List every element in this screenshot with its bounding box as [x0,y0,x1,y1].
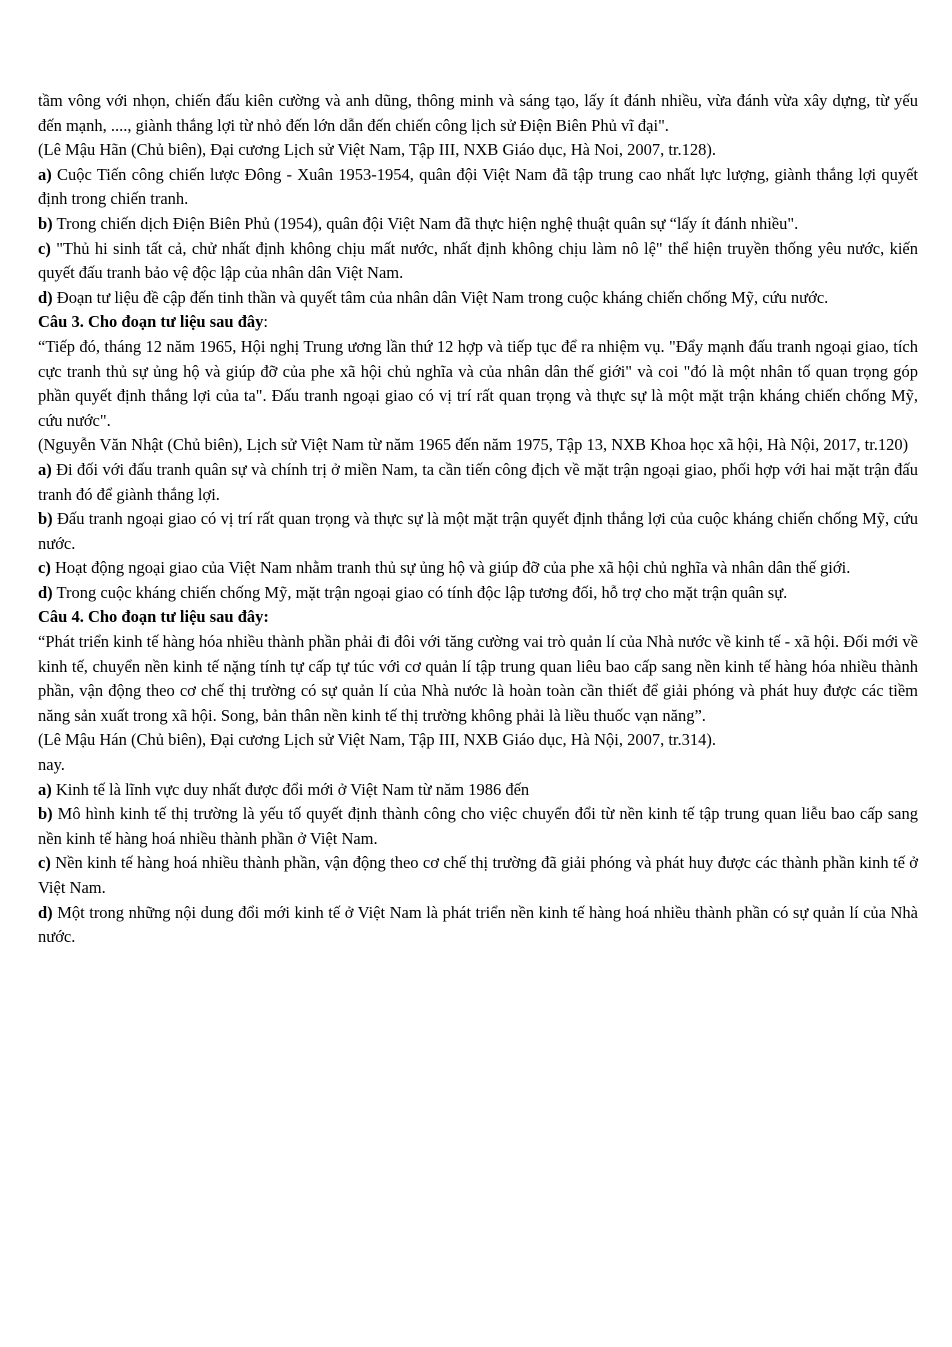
option-label: b) [38,804,53,824]
option-label: b) [38,509,53,529]
question-3-option-b [38,507,918,556]
question-3-title: Câu 3. Cho đoạn tư liệu sau đây [38,312,264,332]
option-text: Đoạn tư liệu đề cập đến tinh thần và quyết tâm của nhân dân Việt Nam trong cuộc kháng chiến chống Mỹ, cứu nước. [56,287,829,307]
intro-option-c [38,237,918,286]
intro-option-b [38,212,918,237]
option-label: d) [38,582,53,602]
question-4-quote: “Phát triển kinh tế hàng hóa nhiều thành phần phải đi đôi với tăng cường vai trò quản lí của Nhà nước về kinh tế - xã hội. Đối mới về kinh tế, chuyển nền kinh tế nặng tính tự cấp tự túc với cơ quản lí tập trung quan liêu bao cấp sang nền kinh tế hàng hóa nhiều thành phần, vận động theo cơ chế thị trường có sự quản lí của Nhà nước là hoàn toàn cần thiết để giải phóng và phát huy được các tiềm năng sản xuất trong xã hội. Song, bản thân nền kinh tế thị trường không phải là liều thuốc vạn năng”. [38,632,918,725]
option-text: Trong chiến dịch Điện Biên Phủ (1954), quân đội Việt Nam đã thực hiện nghệ thuật quân sự “lấy ít đánh nhiều". [56,213,799,233]
intro-option-a [38,163,918,212]
question-3-title-suffix: : [263,312,268,332]
question-3-option-d [38,581,918,606]
intro-option-d [38,286,918,311]
question-3-option-c [38,556,918,581]
option-text: Hoạt động ngoại giao của Việt Nam nhằm tranh thủ sự ủng hộ và giúp đỡ của phe xã hội chủ nghĩa và nhân dân thế giới. [54,558,851,578]
question-3-quote: “Tiếp đó, tháng 12 năm 1965, Hội nghị Trung ương lần thứ 12 hợp và tiếp tục để ra nhiệm vụ. "Đẩy mạnh đấu tranh ngoại giao, tích cực tranh thủ sự ủng hộ và giúp đỡ của phe xã hội chủ nghĩa và của nhân dân thế giới" và coi "đó là một nhân tố quan trọng góp phần quyết định thắng lợi của ta". Đấu tranh ngoại giao có vị trí rất quan trọng và thực sự là một mặt trận kháng chiến chống Mỹ, cứu nước". [38,336,918,430]
option-label: a) [38,779,52,799]
option-text: Trong cuộc kháng chiến chống Mỹ, mặt trận ngoại giao có tính độc lập tương đối, hỗ trợ cho mặt trận quân sự. [56,582,788,602]
question-4-title: Câu 4. Cho đoạn tư liệu sau đây: [38,607,269,627]
intro-source: (Lê Mậu Hãn (Chủ biên), Đại cương Lịch sử Việt Nam, Tập III, NXB Giáo dục, Hà Noi, 2007, tr.128). [38,140,716,160]
question-4-source: (Lê Mậu Hán (Chủ biên), Đại cương Lịch sử Việt Nam, Tập III, NXB Giáo dục, Hà Nội, 2007, tr.314). [38,730,716,750]
question-4-stray-text: nay. [38,755,65,775]
question-4-option-d [38,901,918,950]
document-page [38,89,918,950]
option-label: b) [38,213,53,233]
option-label: d) [38,902,53,922]
option-label: c) [38,558,51,578]
option-text: Kinh tế là lĩnh vực duy nhất được đổi mới ở Việt Nam từ năm 1986 đến [55,779,530,799]
option-text: "Thủ hi sinh tất cả, chử nhất định không chịu mất nước, nhất định không chịu làm nô lệ" thể hiện truyền thống yêu nước, kiến quyết đấu tranh bảo vệ độc lập của nhân dân Việt Nam. [38,238,918,283]
option-label: a) [38,459,52,479]
question-3-option-a [38,458,918,507]
intro-quote: tầm vông với nhọn, chiến đấu kiên cường và anh dũng, thông minh và sáng tạo, lấy ít đánh nhiều, vừa đánh vừa xây dựng, từ yếu đến mạnh, ...., giành thắng lợi từ nhỏ đến lớn dẫn đến chiến công lịch sử Điện Biên Phủ vĩ đại". [38,91,918,135]
option-text: Một trong những nội dung đổi mới kinh tế ở Việt Nam là phát triển nền kinh tế hàng hoá nhiều thành phần có sự quản lí của Nhà nước. [38,902,919,947]
question-4-option-c [38,851,918,900]
option-label: d) [38,287,53,307]
option-text: Nền kinh tế hàng hoá nhiều thành phần, vận động theo cơ chế thị trường đã giải phóng và phát huy được các thành phần kinh tế ở Việt Nam. [38,853,919,897]
option-label: c) [38,853,51,873]
option-text: Mô hình kinh tế thị trường là yếu tố quyết định thành công cho việc chuyển đổi từ nền kinh tế tập trung quan liễu bao cấp sang nền kinh tế hàng hoá nhiều thành phần ở Việt Nam. [38,804,918,848]
option-text: Đi đối với đấu tranh quân sự và chính trị ở miền Nam, ta cần tiến công địch về mặt trận ngoại giao, phối hợp với hai mặt trận đấu tranh đó để giành thắng lợi. [38,459,918,504]
option-text: Cuộc Tiến công chiến lược Đông - Xuân 1953-1954, quân đội Việt Nam đã tập trung cao nhất lực lượng, giành thắng lợi quyết định trong chiến tranh. [38,164,919,209]
question-4-option-b [38,802,918,851]
question-4-option-a [38,778,918,803]
question-3-source: (Nguyễn Văn Nhật (Chủ biên), Lịch sử Việt Nam từ năm 1965 đến năm 1975, Tập 13, NXB Khoa học xã hội, Hà Nội, 2017, tr.120) [38,435,909,455]
option-label: a) [38,164,52,184]
option-text: Đấu tranh ngoại giao có vị trí rất quan trọng và thực sự là một mặt trận quyết định thắng lợi của cuộc kháng chiến chống Mỹ, cứu nước. [38,509,919,553]
option-label: c) [38,238,51,258]
question-3-heading [38,310,918,335]
